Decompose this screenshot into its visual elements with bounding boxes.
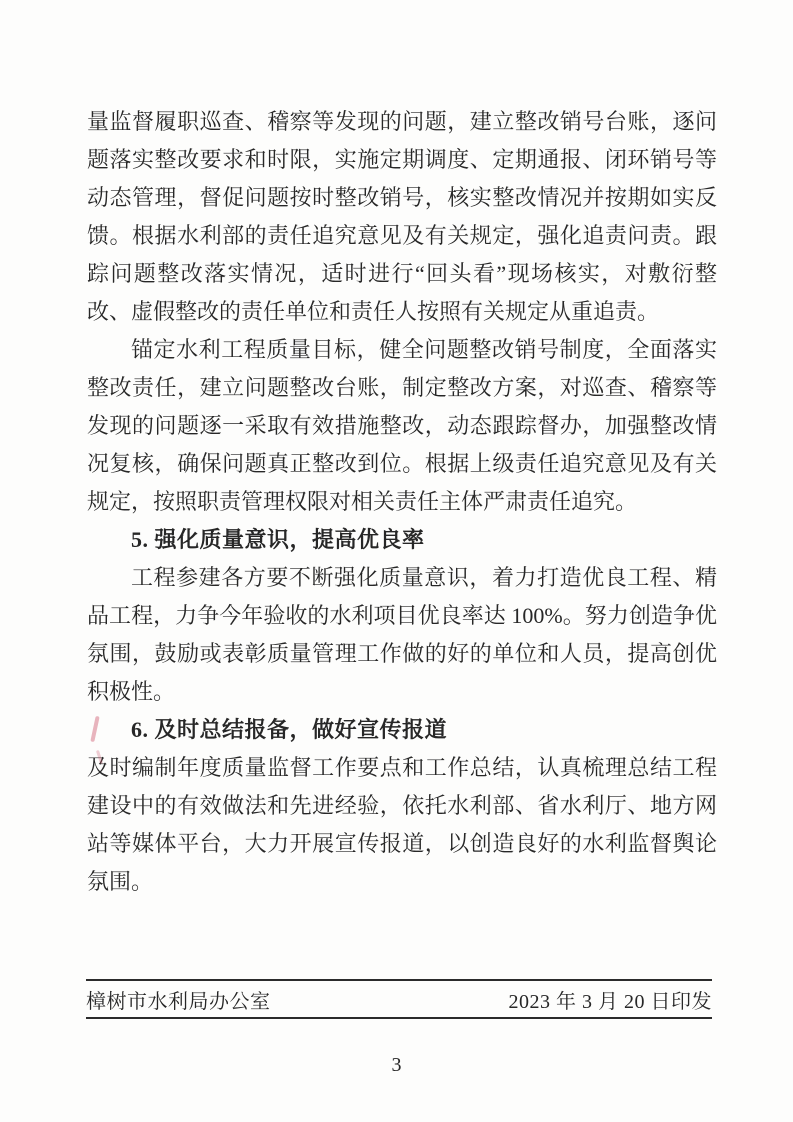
section-heading: 5. 强化质量意识，提高优良率 [131, 527, 425, 552]
footer [86, 979, 712, 1019]
section-heading: 6. 及时总结报备，做好宣传报道 [131, 717, 448, 742]
footer-date: 2023 年 3 月 20 日印发 [508, 990, 712, 1013]
footer-issuer: 樟树市水利局办公室 [86, 990, 271, 1013]
body-paragraph: 及时编制年度质量监督工作要点和工作总结，认真梳理总结工程建设中的有效做法和先进经验，依托水利部、省水利厅、地方网站等媒体平台，大力开展宣传报道，以创造良好的水利监督舆论氛围。 [87, 755, 717, 894]
body-paragraph: 工程参建各方要不断强化质量意识，着力打造优良工程、精品工程，力争今年验收的水利项目优良率达 100%。努力创造争优氛围，鼓励或表彰质量管理工作做的好的单位和人员，提高创优积极性。 [87, 565, 717, 704]
document-body [87, 103, 717, 901]
body-paragraph: 量监督履职巡查、稽察等发现的问题，建立整改销号台账，逐问题落实整改要求和时限，实施定期调度、定期通报、闭环销号等动态管理，督促问题按时整改销号，核实整改情况并按期如实反馈。根据水利部的责任追究意见及有关规定，强化追责问责。跟踪问题整改落实情况，适时进行“回头看”现场核实，对敷衍整改、虚假整改的责任单位和责任人按照有关规定从重追责。 [87, 109, 718, 324]
page-number: 3 [391, 1054, 402, 1076]
body-paragraph: 锚定水利工程质量目标，健全问题整改销号制度，全面落实整改责任，建立问题整改台账，制定整改方案，对巡查、稽察等发现的问题逐一采取有效措施整改，动态跟踪督办，加强整改情况复核，确保问题真正整改到位。根据上级责任追究意见及有关规定，按照职责管理权限对相关责任主体严肃责任追究。 [87, 337, 717, 514]
